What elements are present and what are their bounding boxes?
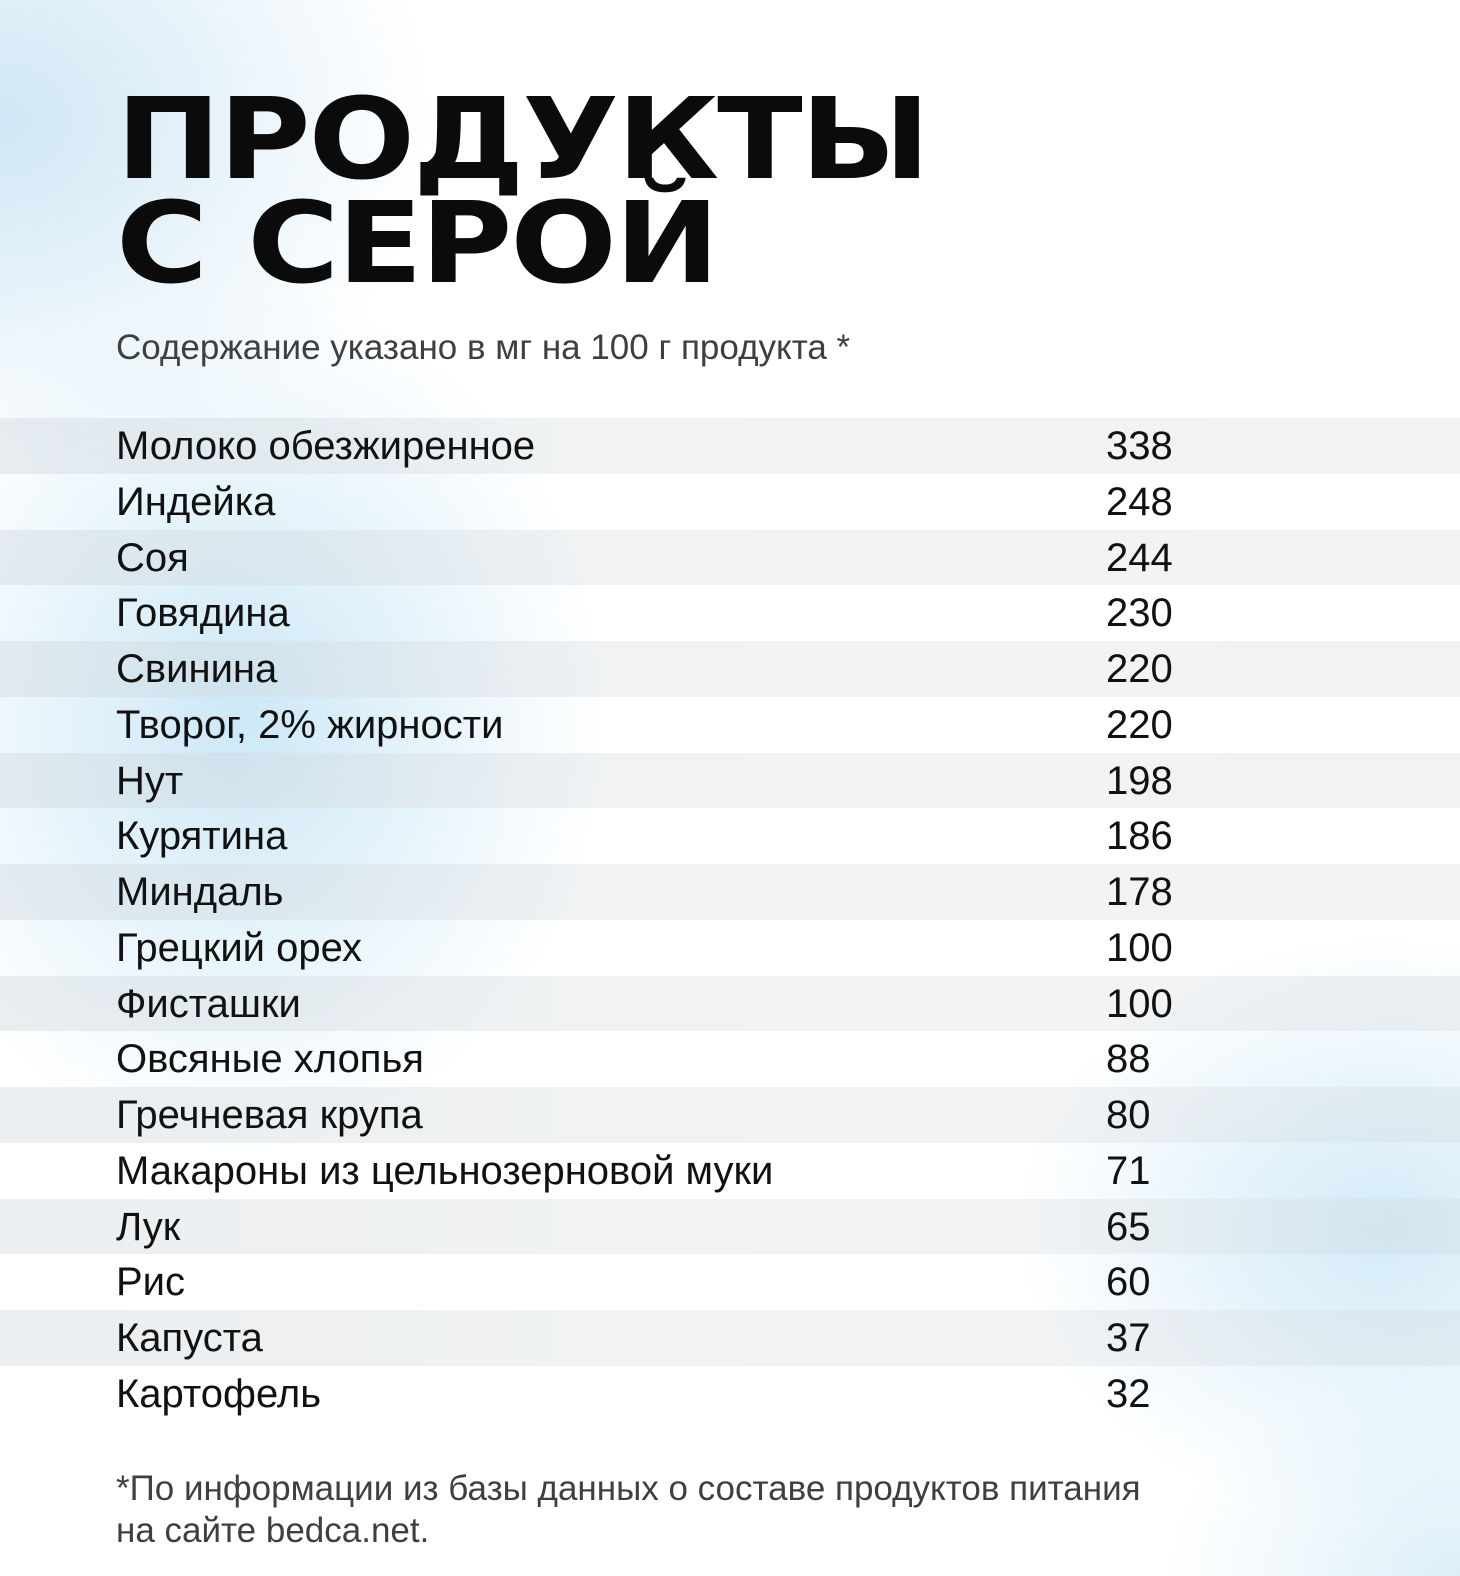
product-name: Нут — [116, 758, 184, 803]
table-row — [0, 1199, 1460, 1255]
page-title — [116, 75, 929, 309]
product-value: 244 — [1106, 535, 1173, 580]
product-name: Говядина — [116, 591, 290, 636]
product-value: 80 — [1106, 1093, 1151, 1137]
product-name: Курятина — [116, 814, 288, 859]
table-row — [0, 1143, 1460, 1199]
product-name: Макароны из цельнозерновой муки — [116, 1148, 774, 1193]
table-row — [0, 1087, 1460, 1143]
product-value: 186 — [1106, 814, 1173, 859]
product-value: 88 — [1106, 1037, 1151, 1082]
product-name: Лук — [116, 1204, 181, 1249]
product-value: 338 — [1106, 424, 1173, 468]
title-line-2: С СЕРОЙ — [116, 179, 718, 309]
product-name: Гречневая крупа — [116, 1093, 423, 1137]
table-row — [0, 418, 1460, 474]
table-row — [0, 641, 1460, 697]
table-row — [0, 1031, 1460, 1087]
table-row — [0, 1254, 1460, 1310]
product-value: 65 — [1106, 1204, 1151, 1249]
table-row — [0, 808, 1460, 864]
product-value: 198 — [1106, 758, 1173, 803]
sulfur-content-table — [0, 418, 1460, 1422]
footnote-line-2: на сайте bedca.net. — [116, 1511, 430, 1550]
product-value: 248 — [1106, 479, 1173, 524]
table-row — [0, 1366, 1460, 1422]
product-name: Индейка — [116, 479, 276, 524]
product-value: 60 — [1106, 1260, 1151, 1305]
product-name: Свинина — [116, 647, 278, 691]
table-row — [0, 1310, 1460, 1366]
product-name: Соя — [116, 535, 189, 580]
product-name: Творог, 2% жирности — [116, 702, 504, 747]
product-name: Рис — [116, 1260, 186, 1305]
product-name: Фисташки — [116, 981, 301, 1026]
table-row — [0, 920, 1460, 976]
product-value: 100 — [1106, 925, 1173, 970]
product-value: 178 — [1106, 870, 1173, 914]
subtitle: Содержание указано в мг на 100 г продукта * — [116, 328, 851, 367]
table-row — [0, 530, 1460, 586]
table-row — [0, 753, 1460, 809]
product-value: 100 — [1106, 981, 1173, 1026]
product-name: Картофель — [116, 1371, 322, 1416]
product-name: Грецкий орех — [116, 925, 362, 970]
table-row — [0, 864, 1460, 920]
table-row — [0, 976, 1460, 1032]
table-row — [0, 474, 1460, 530]
product-value: 230 — [1106, 591, 1173, 636]
product-value: 220 — [1106, 702, 1173, 747]
product-value: 220 — [1106, 647, 1173, 691]
product-name: Миндаль — [116, 870, 284, 914]
footnote-line-1: *По информации из базы данных о составе продуктов питания — [116, 1469, 1141, 1508]
product-value: 37 — [1106, 1316, 1151, 1360]
title-line-1: ПРОДУКТЫ — [116, 75, 929, 205]
product-name: Капуста — [116, 1316, 263, 1360]
table-row — [0, 585, 1460, 641]
footnote — [116, 1468, 1356, 1552]
product-value: 32 — [1106, 1371, 1151, 1416]
product-value: 71 — [1106, 1148, 1151, 1193]
product-name: Овсяные хлопья — [116, 1037, 424, 1082]
table-row — [0, 697, 1460, 753]
product-name: Молоко обезжиренное — [116, 424, 536, 468]
